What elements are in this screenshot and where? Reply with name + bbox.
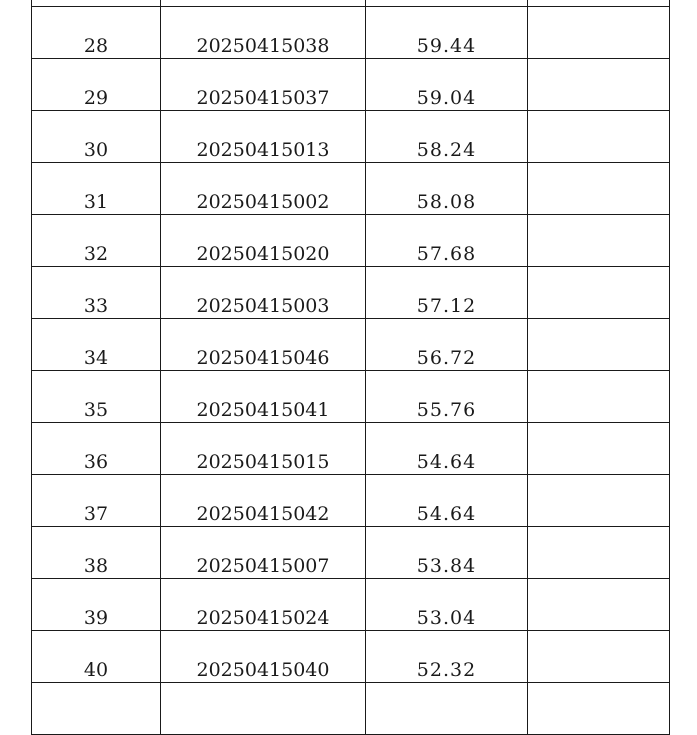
score-cell: 55.76 [366, 371, 528, 423]
table-row-partial [32, 683, 670, 735]
ticket-number-cell: 20250415015 [161, 423, 366, 475]
table-row [32, 111, 670, 163]
rank-cell: 31 [32, 163, 161, 215]
ticket-number-cell: 20250415003 [161, 267, 366, 319]
remark-cell [528, 423, 670, 475]
table-row [32, 579, 670, 631]
rank-cell: 36 [32, 423, 161, 475]
ticket-number-cell: 20250415037 [161, 59, 366, 111]
table-row [32, 371, 670, 423]
table-row [32, 423, 670, 475]
score-cell: 58.24 [366, 111, 528, 163]
score-table [31, 0, 670, 735]
remark-cell [528, 215, 670, 267]
ticket-number-cell: 20250415002 [161, 163, 366, 215]
rank-cell: 32 [32, 215, 161, 267]
score-cell: 57.12 [366, 267, 528, 319]
remark-cell [528, 7, 670, 59]
score-cell: 54.64 [366, 475, 528, 527]
score-cell: 57.68 [366, 215, 528, 267]
table-row [32, 7, 670, 59]
ticket-number-cell: 20250415042 [161, 475, 366, 527]
ticket-number-cell: 20250415013 [161, 111, 366, 163]
ticket-number-cell: 20250415020 [161, 215, 366, 267]
ticket-number-cell: 20250415038 [161, 7, 366, 59]
ticket-number-cell: 20250415007 [161, 527, 366, 579]
remark-cell-empty [528, 683, 670, 735]
score-cell: 59.04 [366, 59, 528, 111]
ticket-number-cell: 20250415041 [161, 371, 366, 423]
score-cell: 53.04 [366, 579, 528, 631]
remark-cell [528, 163, 670, 215]
table-row [32, 215, 670, 267]
rank-cell: 38 [32, 527, 161, 579]
remark-cell [528, 579, 670, 631]
ticket-number-cell: 20250415046 [161, 319, 366, 371]
score-cell: 59.44 [366, 7, 528, 59]
rank-cell: 28 [32, 7, 161, 59]
score-cell-empty [366, 683, 528, 735]
score-table-body [32, 0, 670, 735]
ticket-number-cell: 20250415040 [161, 631, 366, 683]
table-row [32, 319, 670, 371]
remark-cell [528, 111, 670, 163]
table-row [32, 59, 670, 111]
rank-cell: 37 [32, 475, 161, 527]
remark-cell [528, 631, 670, 683]
table-row [32, 475, 670, 527]
rank-cell: 33 [32, 267, 161, 319]
score-cell: 54.64 [366, 423, 528, 475]
rank-cell-empty [32, 683, 161, 735]
table-row [32, 631, 670, 683]
score-cell: 53.84 [366, 527, 528, 579]
score-cell: 56.72 [366, 319, 528, 371]
rank-cell: 30 [32, 111, 161, 163]
ticket-number-cell-empty [161, 683, 366, 735]
remark-cell [528, 527, 670, 579]
score-cell: 58.08 [366, 163, 528, 215]
remark-cell [528, 267, 670, 319]
remark-cell [528, 319, 670, 371]
table-row [32, 163, 670, 215]
rank-cell: 29 [32, 59, 161, 111]
rank-cell: 34 [32, 319, 161, 371]
rank-cell: 40 [32, 631, 161, 683]
remark-cell [528, 371, 670, 423]
rank-cell: 39 [32, 579, 161, 631]
table-row [32, 527, 670, 579]
remark-cell [528, 59, 670, 111]
score-cell: 52.32 [366, 631, 528, 683]
remark-cell [528, 475, 670, 527]
rank-cell: 35 [32, 371, 161, 423]
table-row [32, 267, 670, 319]
ticket-number-cell: 20250415024 [161, 579, 366, 631]
